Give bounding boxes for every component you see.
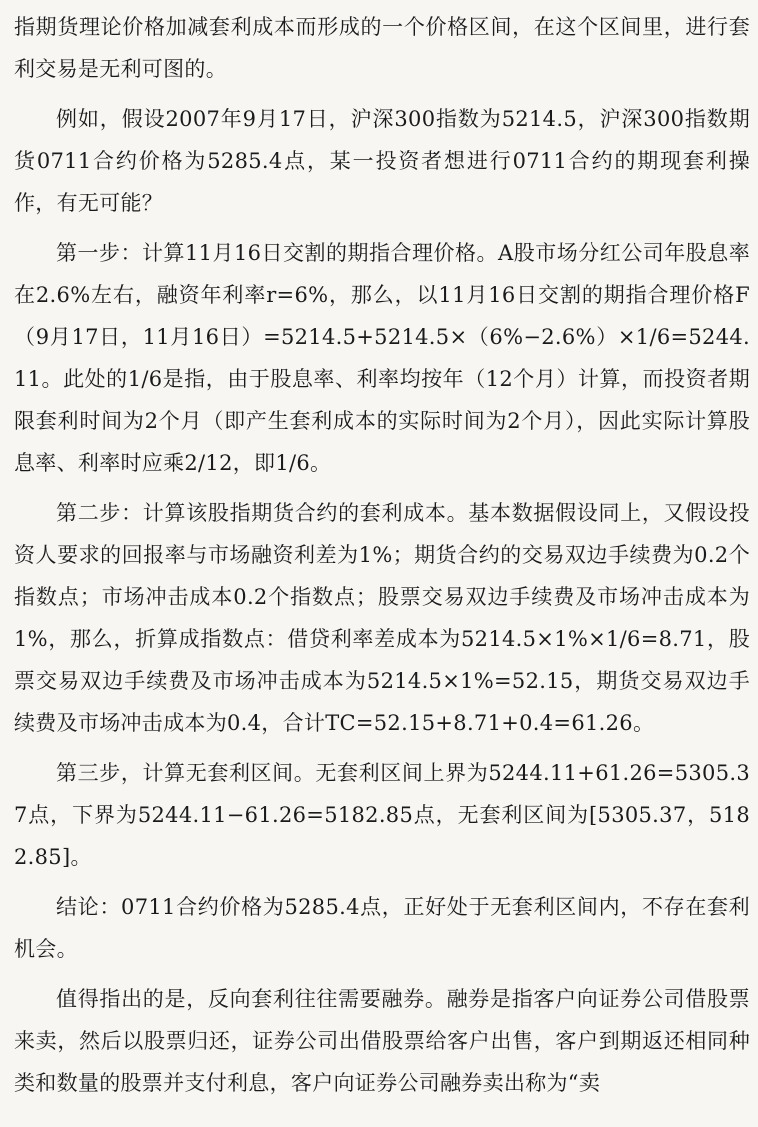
paragraph-example: 例如，假设2007年9月17日，沪深300指数为5214.5，沪深300指数期货0711合约价格为5285.4点，某一投资者想进行0711合约的期现套利操作，有无可能？ <box>14 107 750 215</box>
paragraph-continuation: 指期货理论价格加减套利成本而形成的一个价格区间，在这个区间里，进行套利交易是无利可图的。 <box>14 15 750 81</box>
paragraph-reverse-arbitrage: 值得指出的是，反向套利往往需要融券。融券是指客户向证券公司借股票来卖，然后以股票归还，证券公司出借股票给客户出售，客户到期返还相同种类和数量的股票并支付利息，客户向证券公司融券卖出称为“卖 <box>14 987 750 1095</box>
paragraph-step-two: 第二步：计算该股指期货合约的套利成本。基本数据假设同上，又假设投资人要求的回报率与市场融资利差为1%；期货合约的交易双边手续费为0.2个指数点；市场冲击成本0.2个指数点；股票交易双边手续费及市场冲击成本为1%，那么，折算成指数点：借贷利率差成本为5214.5×1%×1/6=8.71，股票交易双边手续费及市场冲击成本为5214.5×1%=52.15，期货交易双边手续费及市场冲击成本为0.4，合计TC=52.15+8.71+0.4=61.26。 <box>14 501 750 735</box>
paragraph-conclusion: 结论：0711合约价格为5285.4点，正好处于无套利区间内，不存在套利机会。 <box>14 895 750 961</box>
paragraph-step-one: 第一步：计算11月16日交割的期指合理价格。A股市场分红公司年股息率在2.6%左右，融资年利率r=6%，那么，以11月16日交割的期指合理价格F（9月17日，11月16日）=5214.5+5214.5×（6%−2.6%）×1/6=5244.11。此处的1/6是指，由于股息率、利率均按年（12个月）计算，而投资者期限套利时间为2个月（即产生套利成本的实际时间为2个月），因此实际计算股息率、利率时应乘2/12，即1/6。 <box>14 241 750 475</box>
paragraph-step-three: 第三步，计算无套利区间。无套利区间上界为5244.11+61.26=5305.37点，下界为5244.11−61.26=5182.85点，无套利区间为[5305.37，5182.85]。 <box>14 761 750 869</box>
